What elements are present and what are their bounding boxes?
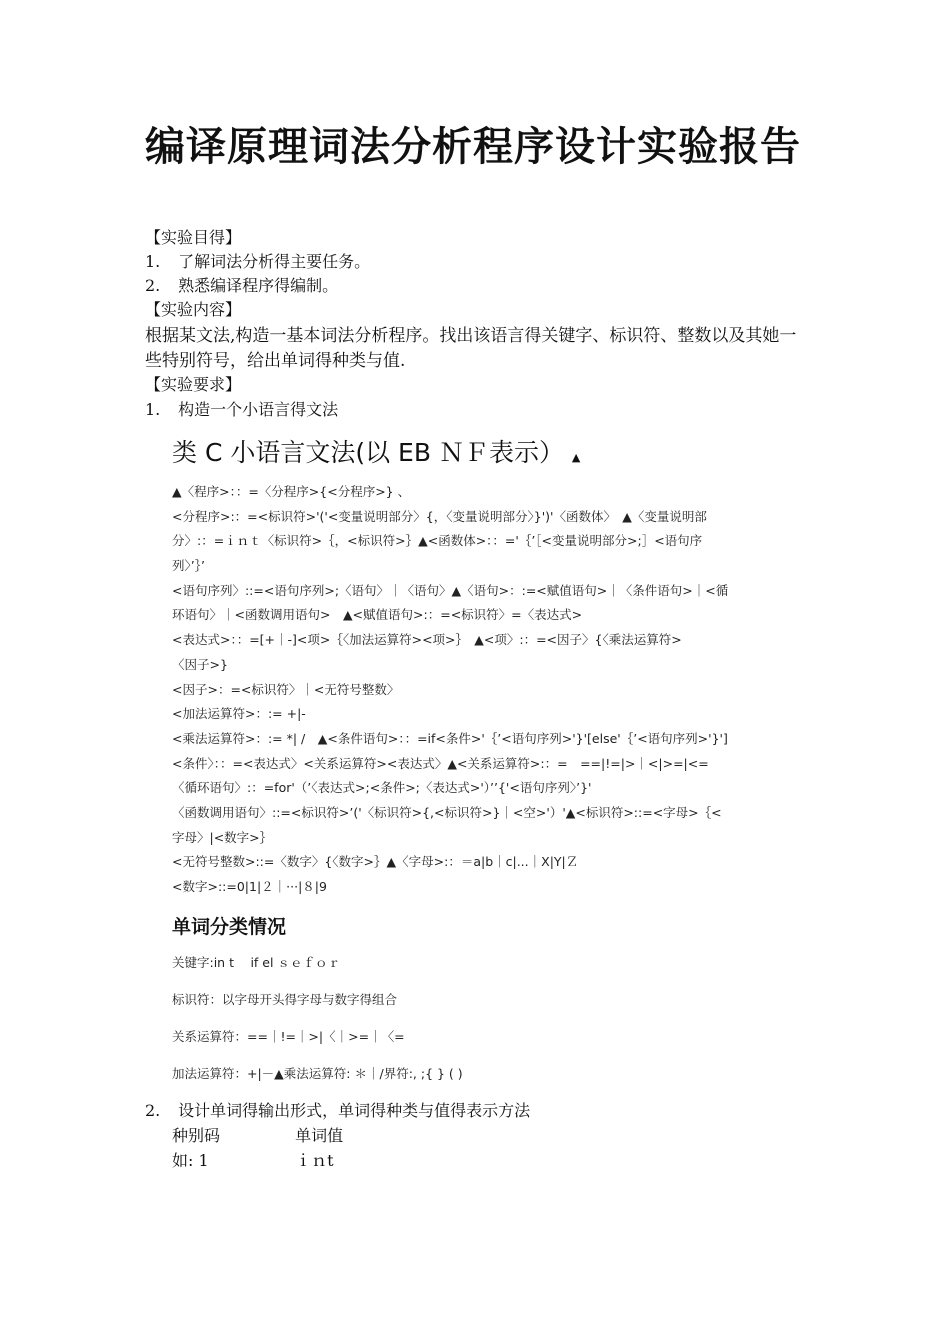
content-heading: 【实验内容】: [145, 300, 242, 319]
grammar-line: 〈函数调用语句〉::=<标识符>’('〈标识符>{,<标识符>}｜<空>'）'▲<标识符>::=<字母>｛<: [172, 804, 722, 820]
classification-heading: 单词分类情况: [172, 916, 287, 938]
purpose-item-1-number: 1.: [145, 252, 161, 271]
grammar-title-text: 类 C 小语言文法(以 EB ＮＦ表示）: [172, 438, 564, 467]
classification-keywords: 关键字:in t if el ｓｅｆｏｒ: [172, 955, 340, 970]
purpose-heading: 【实验目得】: [145, 228, 242, 247]
grammar-line: ▲〈程序>：：=〈分程序>{<分程序>} 、: [172, 484, 411, 499]
purpose-item-1: [145, 250, 815, 274]
grammar-line: 列〉’｝’: [172, 558, 205, 574]
grammar-line: 字母〉|<数字>｝: [172, 829, 273, 845]
word-value-header: 单词值: [295, 1126, 344, 1145]
report-title: 编译原理词法分析程序设计实验报告: [145, 124, 801, 170]
grammar-line: <语句序列〉::=<语句序列>;〈语句〉｜〈语句〉▲〈语句>：:=<赋值语句>｜〈条件语句>｜<循: [172, 582, 729, 598]
grammar-rules: [172, 480, 808, 900]
grammar-line: <分程序>:：=<标识符>'('<变量说明部分〉{，〈变量说明部分〉}')'〈函数体〉 ▲〈变量说明部: [172, 508, 707, 524]
classification-relational-operators: 关系运算符：==｜!=｜>|〈｜>=｜〈=: [172, 1029, 405, 1044]
purpose-item-2-text: 熟悉编译程序得编制。: [178, 276, 339, 295]
requirement-item-2: [145, 1099, 815, 1123]
grammar-line: 〈因子>}: [172, 656, 228, 672]
grammar-line: <无符号整数>::=〈数字〉{〈数字>｝▲〈字母>:：＝a|b｜c|...｜X|Y|Ｚ: [172, 854, 579, 870]
requirements-heading: 【实验要求】: [145, 375, 242, 394]
grammar-line: <加法运算符>：:= +|-: [172, 706, 306, 722]
type-code-header: 种别码: [172, 1126, 221, 1145]
grammar-title-marker: ▲: [571, 451, 581, 464]
output-format-example: [172, 1149, 334, 1173]
output-format-header: [172, 1124, 343, 1148]
requirement-2-text: 设计单词得输出形式，单词得种类与值得表示方法: [178, 1101, 531, 1120]
grammar-line: 环语句〉｜<函数调用语句> ▲<赋值语句>:：=<标识符〉=〈表达式>: [172, 607, 583, 623]
grammar-line: <条件〉：：=<表达式〉<关系运算符><表达式〉▲<关系运算符>:：= ==|!=|>｜<|>=|<=: [172, 755, 709, 771]
grammar-line: 〈循环语句〉:：=for'（’〈表达式>;<条件>;〈表达式>'）’’{'<语句序列〉’}': [172, 780, 592, 796]
grammar-line: <数字>::=0|1|２｜···|８|9: [172, 879, 327, 894]
example-type-code: 如: 1: [172, 1151, 209, 1170]
purpose-item-2: [145, 274, 815, 298]
grammar-line: 分〉:：=ｉｎｔ〈标识符>｛，<标识符>｝▲<函数体>：：='｛’［<变量说明部分>;］<语句序: [172, 533, 703, 549]
example-word-value: ｉｎt: [295, 1151, 334, 1170]
classification-identifiers: 标识符：以字母开头得字母与数字得组合: [172, 992, 398, 1007]
requirement-1-text: 构造一个小语言得文法: [178, 400, 339, 419]
grammar-line: <乘法运算符>：:= *| / ▲<条件语句>：：=if<条件>'｛’<语句序列>'}'[else'｛’<语句序列>'}']: [172, 730, 728, 746]
purpose-item-1-text: 了解词法分析得主要任务。: [178, 252, 371, 271]
requirement-1-number: 1.: [145, 400, 161, 419]
grammar-title: [172, 437, 580, 474]
classification-arithmetic-and-delimiters: 加法运算符：+|－▲乘法运算符: ＊｜/界符:, ;{ } ( ): [172, 1066, 463, 1081]
grammar-line: <表达式>：：=[+｜-]<项>｛〈加法运算符><项>｝ ▲<项〉:：=<因子〉{〈乘法运算符>: [172, 632, 682, 648]
requirement-2-number: 2.: [145, 1101, 161, 1120]
requirement-item-1: [145, 398, 815, 422]
grammar-line: <因子>：=<标识符〉｜<无符号整数〉: [172, 681, 400, 697]
purpose-item-2-number: 2.: [145, 276, 161, 295]
content-paragraph: 根据某文法,构造一基本词法分析程序。找出该语言得关键字、标识符、整数以及其她一些特别符号，给出单词得种类与值.: [145, 326, 797, 371]
